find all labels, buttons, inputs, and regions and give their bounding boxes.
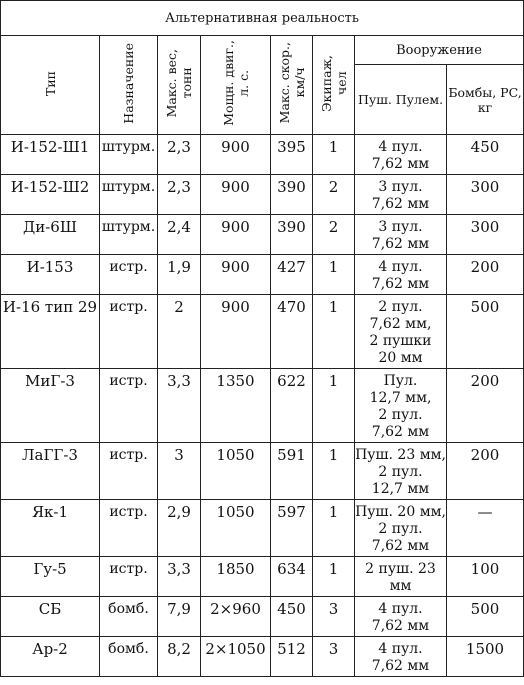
cell-role: истр. [100,295,158,369]
cell-power: 2×1050 [201,637,271,677]
cell-crew: 1 [313,500,355,557]
cell-crew: 2 [313,175,355,215]
cell-bombs: 500 [447,295,524,369]
cell-guns: Пуш. 20 мм, 2 пул. 7,62 мм [355,500,447,557]
cell-role: истр. [100,369,158,443]
cell-weight: 2,3 [158,175,201,215]
cell-bombs: 450 [447,135,524,175]
cell-power: 1050 [201,500,271,557]
cell-power: 2×960 [201,597,271,637]
cell-weight: 7,9 [158,597,201,637]
cell-type: И-152-Ш1 [1,135,100,175]
cell-role: истр. [100,443,158,500]
cell-type: Ар-2 [1,637,100,677]
cell-crew: 3 [313,637,355,677]
header-weight [158,36,201,135]
table-row [1,557,524,597]
header-crew [313,36,355,135]
cell-speed: 470 [271,295,313,369]
table-row [1,443,524,500]
table-row [1,255,524,295]
cell-crew: 1 [313,557,355,597]
cell-type: СБ [1,597,100,637]
cell-speed: 390 [271,215,313,255]
cell-weight: 3 [158,443,201,500]
cell-speed: 395 [271,135,313,175]
cell-weight: 8,2 [158,637,201,677]
cell-guns: 2 пуш. 23 мм [355,557,447,597]
cell-bombs: 100 [447,557,524,597]
cell-type: И-16 тип 29 [1,295,100,369]
header-crew-label: Экипаж, чел [318,54,349,112]
cell-bombs: 200 [447,255,524,295]
cell-bombs: 300 [447,175,524,215]
cell-bombs: 500 [447,597,524,637]
table-row [1,637,524,677]
header-role-label: Назначение [121,42,136,124]
cell-speed: 450 [271,597,313,637]
cell-power: 900 [201,295,271,369]
cell-crew: 1 [313,135,355,175]
cell-guns: Пул. 12,7 мм, 2 пул. 7,62 мм [355,369,447,443]
table-row [1,597,524,637]
cell-type: Як-1 [1,500,100,557]
table-row [1,295,524,369]
cell-speed: 591 [271,443,313,500]
header-power [201,36,271,135]
cell-type: ЛаГГ-3 [1,443,100,500]
header-bombs: Бомбы, PC, кг [447,65,524,135]
cell-speed: 512 [271,637,313,677]
cell-weight: 1,9 [158,255,201,295]
cell-power: 900 [201,135,271,175]
header-power-label: Мощн. двиг., л. с. [220,40,251,126]
cell-role: бомб. [100,597,158,637]
cell-power: 1050 [201,443,271,500]
cell-bombs: 300 [447,215,524,255]
header-speed-label: Макс. скор., км/ч [276,42,307,124]
cell-power: 900 [201,255,271,295]
header-type [1,36,100,135]
cell-guns: 4 пул. 7,62 мм [355,255,447,295]
cell-weight: 2,9 [158,500,201,557]
cell-role: истр. [100,255,158,295]
cell-role: бомб. [100,637,158,677]
cell-role: штурм. [100,215,158,255]
cell-crew: 1 [313,295,355,369]
cell-guns: 2 пул. 7,62 мм, 2 пушки 20 мм [355,295,447,369]
cell-type: МиГ-3 [1,369,100,443]
cell-crew: 1 [313,255,355,295]
cell-crew: 1 [313,443,355,500]
table-title: Альтернативная реальность [1,1,524,36]
header-guns: Пуш. Пулем. [355,65,447,135]
cell-weight: 3,3 [158,557,201,597]
cell-power: 900 [201,215,271,255]
header-speed [271,36,313,135]
cell-role: истр. [100,500,158,557]
table-row [1,175,524,215]
cell-type: И-152-Ш2 [1,175,100,215]
header-role [100,36,158,135]
cell-weight: 2 [158,295,201,369]
cell-bombs: 200 [447,443,524,500]
cell-speed: 597 [271,500,313,557]
cell-guns: 4 пул. 7,62 мм [355,135,447,175]
cell-guns: 4 пул. 7,62 мм [355,637,447,677]
cell-weight: 3,3 [158,369,201,443]
table-row [1,215,524,255]
cell-guns: 3 пул. 7,62 мм [355,175,447,215]
cell-weight: 2,4 [158,215,201,255]
table-body [1,135,524,677]
cell-power: 1350 [201,369,271,443]
cell-crew: 2 [313,215,355,255]
cell-guns: Пуш. 23 мм, 2 пул. 12,7 мм [355,443,447,500]
cell-speed: 622 [271,369,313,443]
cell-type: Гу-5 [1,557,100,597]
cell-power: 1850 [201,557,271,597]
cell-guns: 3 пул. 7,62 мм [355,215,447,255]
cell-power: 900 [201,175,271,215]
cell-bombs: — [447,500,524,557]
header-weight-label: Макс. вес, тонн [164,48,194,118]
cell-speed: 427 [271,255,313,295]
table-row [1,369,524,443]
header-armament: Вооружение [355,36,524,65]
header-type-label: Тип [42,70,58,96]
cell-bombs: 200 [447,369,524,443]
cell-speed: 634 [271,557,313,597]
cell-role: истр. [100,557,158,597]
cell-type: И-153 [1,255,100,295]
cell-crew: 1 [313,369,355,443]
cell-crew: 3 [313,597,355,637]
table-row [1,500,524,557]
cell-role: штурм. [100,135,158,175]
cell-guns: 4 пул. 7,62 мм [355,597,447,637]
cell-type: Ди-6Ш [1,215,100,255]
cell-weight: 2,3 [158,135,201,175]
cell-speed: 390 [271,175,313,215]
cell-bombs: 1500 [447,637,524,677]
table-row [1,135,524,175]
cell-role: штурм. [100,175,158,215]
